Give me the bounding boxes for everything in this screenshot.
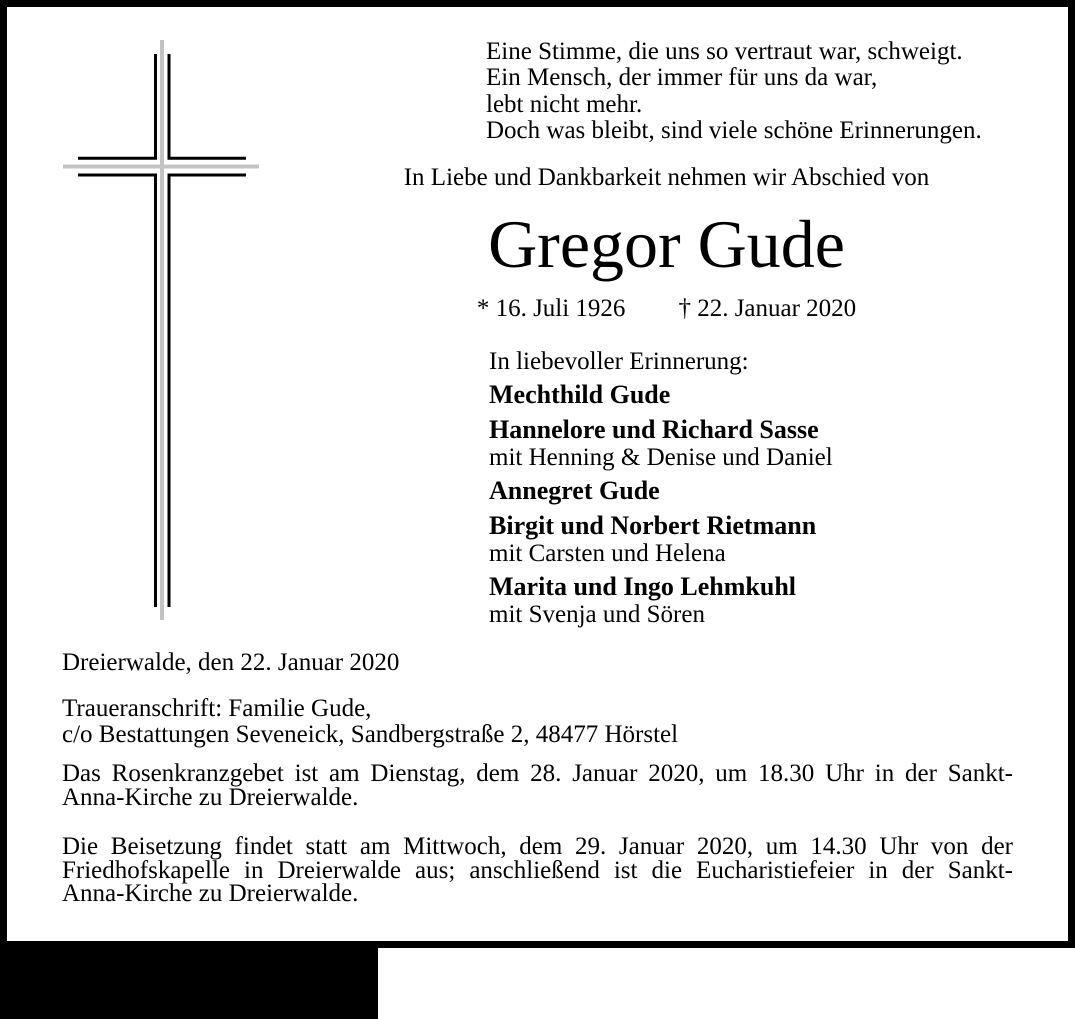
family-section (489, 349, 833, 628)
family-entry (489, 572, 833, 628)
verse-line: lebt nicht mehr. (486, 90, 643, 118)
family-member-name: Marita und Ingo Lehmkuhl (489, 572, 797, 601)
family-with-line: mit Henning & Denise und Daniel (489, 444, 833, 471)
deceased-name: Gregor Gude (488, 206, 845, 282)
verse-line: Eine Stimme, die uns so vertraut war, schweigt. (486, 38, 963, 65)
death-date: † 22. Januar 2020 (678, 295, 857, 322)
memory-intro: In liebevoller Erinnerung: (489, 348, 749, 375)
family-with-line: mit Svenja und Sören (489, 601, 705, 628)
burial-notice (62, 835, 1013, 906)
burial-notice-line: Anna-Kirche zu Dreierwalde. (62, 880, 359, 907)
family-entry (489, 476, 833, 506)
memorial-cross-icon (50, 28, 270, 628)
family-member-name: Hannelore und Richard Sasse (489, 415, 819, 444)
memorial-verse (486, 39, 982, 145)
family-member-name: Birgit und Norbert Rietmann (489, 511, 817, 540)
farewell-line: In Liebe und Dankbarkeit nehmen wir Abschied von (403, 164, 930, 191)
verse-line: Doch was bleibt, sind viele schöne Erinnerungen. (486, 117, 982, 145)
burial-notice-line: Die Beisetzung findet statt am Mittwoch, dem 29. Januar 2020, um 14.30 Uhr von der (62, 833, 1013, 860)
family-entry (489, 511, 833, 567)
family-member-name: Mechthild Gude (489, 380, 671, 409)
family-member-name: Annegret Gude (489, 476, 660, 505)
burial-notice-line: Friedhofskapelle in Dreierwalde aus; anschließend ist die Eucharistiefeier in der Sankt- (62, 856, 1013, 884)
bottom-black-block (0, 941, 378, 1019)
mourning-address (62, 696, 678, 748)
family-entry (489, 380, 833, 410)
rosary-notice-line: Anna-Kirche zu Dreierwalde. (62, 783, 359, 811)
family-entry (489, 415, 833, 471)
rosary-notice (62, 762, 1013, 809)
life-dates (320, 296, 1013, 322)
address-line: Traueranschrift: Familie Gude, (62, 695, 372, 722)
place-date-line: Dreierwalde, den 22. Januar 2020 (62, 649, 400, 676)
family-list (489, 380, 833, 628)
verse-line: Ein Mensch, der immer für uns da war, (486, 64, 878, 92)
family-with-line: mit Carsten und Helena (489, 540, 726, 567)
birth-date: * 16. Juli 1926 (476, 295, 626, 322)
rosary-notice-line: Das Rosenkranzgebet ist am Dienstag, dem 28. Januar 2020, um 18.30 Uhr in der Sankt- (62, 760, 1013, 787)
address-line: c/o Bestattungen Seveneick, Sandbergstraße 2, 48477 Hörstel (62, 721, 679, 748)
